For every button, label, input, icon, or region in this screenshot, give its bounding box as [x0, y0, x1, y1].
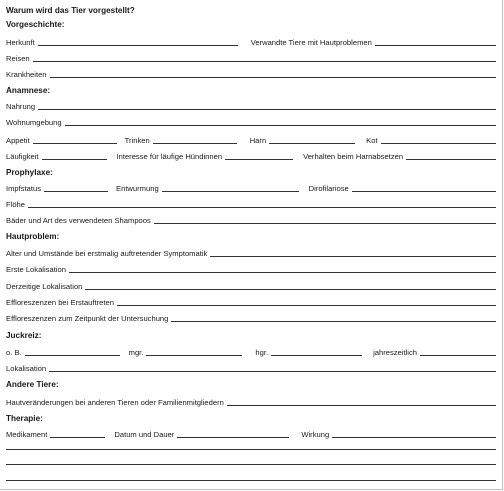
- field-wirkung[interactable]: [332, 437, 496, 438]
- label-hautveraenderungen: Hautveränderungen bei anderen Tieren oder Familienmitgliedern: [6, 398, 224, 407]
- field-derzeitige-lokalisation[interactable]: [85, 289, 496, 290]
- label-interesse: Interesse für läufige Hündinnen: [116, 152, 223, 161]
- row-floehe: [6, 195, 496, 209]
- row-alter: [6, 244, 496, 258]
- row-erste-lokalisation: [6, 260, 496, 274]
- field-nahrung[interactable]: [38, 109, 496, 110]
- field-krankheiten[interactable]: [50, 77, 496, 78]
- field-harn[interactable]: [269, 143, 355, 144]
- field-appetit[interactable]: [33, 143, 117, 144]
- label-erste-lokalisation: Erste Lokalisation: [6, 265, 66, 274]
- field-jahreszeitlich[interactable]: [420, 355, 496, 356]
- section-heading-andere-tiere: Andere Tiere:: [6, 380, 59, 389]
- blank-line-3[interactable]: [6, 480, 496, 481]
- label-krankheiten: Krankheiten: [6, 70, 47, 79]
- label-appetit: Appetit: [6, 136, 30, 145]
- field-herkunft[interactable]: [38, 45, 238, 46]
- field-datum-dauer[interactable]: [177, 437, 289, 438]
- row-juckreiz-grad: [6, 343, 496, 357]
- field-ob[interactable]: [25, 355, 120, 356]
- section-heading-vorgeschichte: Vorgeschichte:: [6, 20, 65, 29]
- field-hautveraenderungen[interactable]: [227, 405, 496, 406]
- field-kot[interactable]: [381, 143, 496, 144]
- row-baeder: [6, 211, 496, 225]
- label-juckreiz-lokalisation: Lokalisation: [6, 364, 47, 373]
- section-heading-therapie: Therapie:: [6, 414, 43, 423]
- field-impfstatus[interactable]: [44, 191, 108, 192]
- field-alter[interactable]: [210, 256, 496, 257]
- label-dirofilariose: Dirofilariose: [308, 184, 349, 193]
- row-herkunft: [6, 33, 496, 47]
- field-baeder[interactable]: [154, 223, 496, 224]
- section-heading-prophylaxe: Prophylaxe:: [6, 168, 53, 177]
- label-baeder: Bäder und Art des verwendeten Shampoos: [6, 216, 151, 225]
- field-interesse[interactable]: [225, 159, 293, 160]
- field-verwandte[interactable]: [375, 45, 496, 46]
- section-heading-juckreiz: Juckreiz:: [6, 331, 42, 340]
- label-entwurmung: Entwurmung: [116, 184, 159, 193]
- label-kot: Kot: [366, 136, 378, 145]
- label-wohnumgebung: Wohnumgebung: [6, 118, 62, 127]
- field-verhalten[interactable]: [406, 159, 496, 160]
- section-heading-anamnese: Anamnese:: [6, 86, 51, 95]
- label-datum-dauer: Datum und Dauer: [114, 430, 175, 439]
- label-reisen: Reisen: [6, 54, 30, 63]
- row-reisen: [6, 49, 496, 63]
- row-juckreiz-lokalisation: [6, 359, 496, 373]
- label-mgr: mgr.: [128, 348, 144, 357]
- row-laeufigkeit: [6, 147, 496, 161]
- section-heading-hautproblem: Hautproblem:: [6, 232, 60, 241]
- label-verwandte: Verwandte Tiere mit Hautproblemen: [250, 38, 372, 47]
- label-jahreszeitlich: jahreszeitlich: [373, 348, 417, 357]
- label-laeufigkeit: Läufigkeit: [6, 152, 39, 161]
- label-effloreszenzen-erst: Effloreszenzen bei Erstauftreten: [6, 298, 114, 307]
- field-dirofilariose[interactable]: [352, 191, 496, 192]
- label-impfstatus: Impfstatus: [6, 184, 42, 193]
- row-hautveraenderungen: [6, 393, 496, 407]
- row-derzeitige-lokalisation: [6, 277, 496, 291]
- label-derzeitige-lokalisation: Derzeitige Lokalisation: [6, 282, 83, 291]
- label-medikament: Medikament: [6, 430, 48, 439]
- row-effloreszenzen-zeitpunkt: [6, 309, 496, 323]
- field-juckreiz-lokalisation[interactable]: [49, 371, 496, 372]
- row-appetit: [6, 131, 496, 145]
- field-medikament[interactable]: [50, 437, 105, 438]
- label-harn: Harn: [249, 136, 267, 145]
- label-wirkung: Wirkung: [301, 430, 330, 439]
- field-reisen[interactable]: [33, 61, 496, 62]
- field-wohnumgebung[interactable]: [65, 125, 496, 126]
- field-effloreszenzen-zeitpunkt[interactable]: [171, 321, 496, 322]
- field-laeufigkeit[interactable]: [42, 159, 107, 160]
- field-erste-lokalisation[interactable]: [69, 272, 496, 273]
- label-effloreszenzen-zeitpunkt: Effloreszenzen zum Zeitpunkt der Untersuchung: [6, 314, 169, 323]
- label-herkunft: Herkunft: [6, 38, 35, 47]
- label-ob: o. B.: [6, 348, 22, 357]
- blank-line-1[interactable]: [6, 449, 496, 450]
- field-mgr[interactable]: [146, 355, 242, 356]
- blank-line-2[interactable]: [6, 464, 496, 465]
- row-wohnumgebung: [6, 113, 496, 127]
- form-title: Warum wird das Tier vorgestellt?: [6, 6, 135, 15]
- field-effloreszenzen-erst[interactable]: [117, 305, 496, 306]
- field-entwurmung[interactable]: [162, 191, 299, 192]
- label-hgr: hgr.: [255, 348, 269, 357]
- label-verhalten: Verhalten beim Harnabsetzen: [303, 152, 404, 161]
- row-nahrung: [6, 97, 496, 111]
- row-krankheiten: [6, 65, 496, 79]
- field-trinken[interactable]: [153, 143, 237, 144]
- row-medikament: [6, 425, 496, 439]
- row-impfstatus: [6, 179, 496, 193]
- label-nahrung: Nahrung: [6, 102, 36, 111]
- field-hgr[interactable]: [271, 355, 362, 356]
- row-effloreszenzen-erst: [6, 293, 496, 307]
- label-trinken: Trinken: [124, 136, 150, 145]
- label-floehe: Flöhe: [6, 200, 25, 209]
- field-floehe[interactable]: [28, 207, 496, 208]
- label-alter: Alter und Umstände bei erstmalig auftretender Symptomatik: [6, 249, 208, 258]
